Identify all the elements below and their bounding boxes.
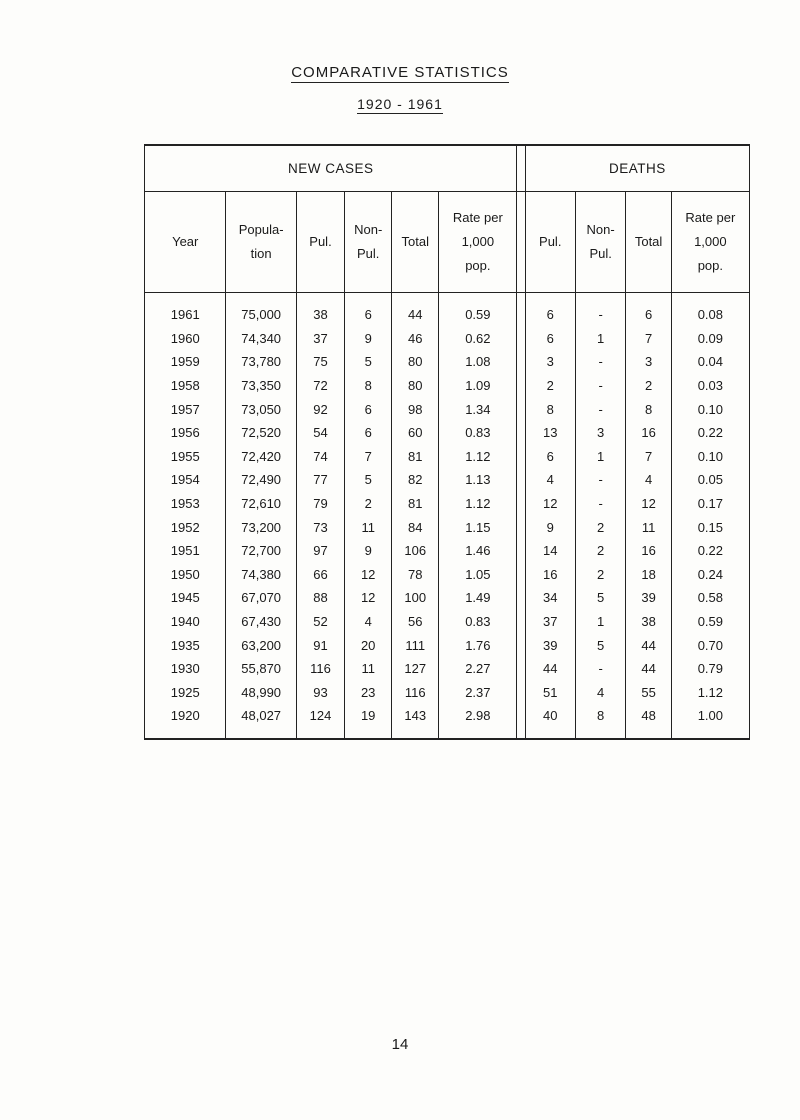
cell-population: 67,430: [226, 610, 296, 634]
cell-deaths-rate: 0.10: [671, 397, 749, 421]
cell-new-non-pul: 20: [345, 633, 392, 657]
cell-new-total: 81: [392, 445, 439, 469]
cell-year: 1935: [145, 633, 226, 657]
cell-year: 1956: [145, 421, 226, 445]
column-separator: [517, 374, 525, 398]
column-separator: [517, 515, 525, 539]
cell-population: 74,380: [226, 563, 296, 587]
cell-population: 75,000: [226, 293, 296, 327]
cell-new-non-pul: 6: [345, 421, 392, 445]
cell-deaths-pul: 51: [525, 681, 575, 705]
table-row: [145, 681, 750, 705]
page-number: 14: [391, 1036, 409, 1053]
cell-deaths-total: 2: [626, 374, 671, 398]
cell-deaths-non-pul: 1: [575, 610, 626, 634]
cell-new-non-pul: 9: [345, 539, 392, 563]
column-separator: [517, 192, 525, 293]
cell-deaths-total: 4: [626, 468, 671, 492]
table-row: [145, 293, 750, 327]
cell-new-total: 81: [392, 492, 439, 516]
cell-deaths-rate: 0.79: [671, 657, 749, 681]
page-title: COMPARATIVE STATISTICS: [291, 64, 509, 81]
cell-deaths-non-pul: 5: [575, 586, 626, 610]
cell-deaths-pul: 9: [525, 515, 575, 539]
column-separator: [517, 327, 525, 351]
cell-new-non-pul: 6: [345, 293, 392, 327]
column-separator: [517, 492, 525, 516]
cell-new-total: 44: [392, 293, 439, 327]
cell-deaths-rate: 0.08: [671, 293, 749, 327]
group-header-row: [145, 145, 750, 192]
cell-deaths-rate: 0.15: [671, 515, 749, 539]
cell-new-total: 98: [392, 397, 439, 421]
column-separator: [517, 657, 525, 681]
header-line: Non-: [586, 222, 615, 237]
cell-deaths-non-pul: 1: [575, 445, 626, 469]
header-line: Total: [401, 234, 429, 249]
cell-new-pul: 73: [296, 515, 344, 539]
cell-new-rate: 0.62: [439, 327, 517, 351]
header-line: Pul.: [309, 234, 332, 249]
cell-new-rate: 2.98: [439, 704, 517, 739]
header-new-total: [392, 192, 439, 293]
cell-deaths-total: 6: [626, 293, 671, 327]
cell-new-rate: 0.83: [439, 421, 517, 445]
cell-year: 1930: [145, 657, 226, 681]
cell-deaths-non-pul: -: [575, 374, 626, 398]
cell-population: 74,340: [226, 327, 296, 351]
column-separator: [517, 421, 525, 445]
cell-new-rate: 0.83: [439, 610, 517, 634]
table-row: [145, 445, 750, 469]
column-separator: [517, 468, 525, 492]
cell-year: 1920: [145, 704, 226, 739]
cell-deaths-total: 18: [626, 563, 671, 587]
cell-new-non-pul: 9: [345, 327, 392, 351]
cell-new-rate: 1.13: [439, 468, 517, 492]
cell-new-total: 106: [392, 539, 439, 563]
column-separator: [517, 633, 525, 657]
cell-new-non-pul: 19: [345, 704, 392, 739]
cell-deaths-non-pul: 3: [575, 421, 626, 445]
cell-new-non-pul: 23: [345, 681, 392, 705]
cell-deaths-non-pul: -: [575, 492, 626, 516]
header-line: tion: [250, 246, 272, 261]
cell-population: 73,350: [226, 374, 296, 398]
cell-population: 73,050: [226, 397, 296, 421]
cell-new-pul: 66: [296, 563, 344, 587]
cell-new-non-pul: 12: [345, 563, 392, 587]
column-separator: [517, 704, 525, 739]
cell-population: 72,700: [226, 539, 296, 563]
cell-deaths-rate: 1.12: [671, 681, 749, 705]
column-separator: [517, 293, 525, 327]
cell-deaths-total: 38: [626, 610, 671, 634]
table-row: [145, 421, 750, 445]
cell-deaths-total: 12: [626, 492, 671, 516]
cell-new-non-pul: 12: [345, 586, 392, 610]
cell-deaths-total: 7: [626, 445, 671, 469]
header-line: pop.: [697, 258, 723, 273]
table-body: [145, 293, 750, 739]
table-row: [145, 492, 750, 516]
header-line: Popula-: [238, 222, 284, 237]
cell-deaths-non-pul: 1: [575, 327, 626, 351]
header-line: Rate per: [685, 210, 736, 225]
cell-new-total: 143: [392, 704, 439, 739]
cell-new-non-pul: 5: [345, 468, 392, 492]
cell-deaths-pul: 34: [525, 586, 575, 610]
cell-deaths-total: 44: [626, 657, 671, 681]
cell-deaths-non-pul: 4: [575, 681, 626, 705]
group-deaths: DEATHS: [525, 145, 749, 192]
cell-new-total: 84: [392, 515, 439, 539]
cell-deaths-non-pul: 2: [575, 539, 626, 563]
header-line: Pul.: [589, 246, 612, 261]
cell-new-pul: 79: [296, 492, 344, 516]
cell-population: 55,870: [226, 657, 296, 681]
cell-new-non-pul: 11: [345, 515, 392, 539]
cell-deaths-non-pul: 5: [575, 633, 626, 657]
header-new-pul: [296, 192, 344, 293]
cell-year: 1955: [145, 445, 226, 469]
cell-year: 1952: [145, 515, 226, 539]
table-row: [145, 610, 750, 634]
cell-deaths-rate: 0.05: [671, 468, 749, 492]
cell-population: 72,490: [226, 468, 296, 492]
cell-deaths-pul: 4: [525, 468, 575, 492]
cell-deaths-total: 16: [626, 539, 671, 563]
cell-population: 48,027: [226, 704, 296, 739]
cell-new-pul: 88: [296, 586, 344, 610]
cell-deaths-total: 16: [626, 421, 671, 445]
cell-deaths-non-pul: -: [575, 293, 626, 327]
cell-new-rate: 1.05: [439, 563, 517, 587]
cell-new-non-pul: 6: [345, 397, 392, 421]
cell-deaths-non-pul: -: [575, 397, 626, 421]
cell-year: 1954: [145, 468, 226, 492]
cell-deaths-pul: 39: [525, 633, 575, 657]
cell-new-non-pul: 7: [345, 445, 392, 469]
cell-deaths-rate: 0.58: [671, 586, 749, 610]
cell-year: 1958: [145, 374, 226, 398]
cell-new-pul: 77: [296, 468, 344, 492]
cell-year: 1957: [145, 397, 226, 421]
header-new-non-pul: [345, 192, 392, 293]
cell-deaths-rate: 0.24: [671, 563, 749, 587]
column-separator: [517, 397, 525, 421]
cell-deaths-total: 8: [626, 397, 671, 421]
cell-deaths-rate: 0.17: [671, 492, 749, 516]
header-population: [226, 192, 296, 293]
table-row: [145, 327, 750, 351]
cell-deaths-total: 48: [626, 704, 671, 739]
cell-new-pul: 52: [296, 610, 344, 634]
cell-new-rate: 1.34: [439, 397, 517, 421]
header-line: 1,000: [694, 234, 727, 249]
cell-deaths-total: 44: [626, 633, 671, 657]
cell-deaths-pul: 6: [525, 293, 575, 327]
cell-new-total: 82: [392, 468, 439, 492]
cell-new-total: 60: [392, 421, 439, 445]
cell-new-non-pul: 5: [345, 350, 392, 374]
cell-new-rate: 0.59: [439, 293, 517, 327]
cell-new-non-pul: 11: [345, 657, 392, 681]
cell-new-rate: 1.12: [439, 492, 517, 516]
cell-new-total: 80: [392, 350, 439, 374]
cell-year: 1960: [145, 327, 226, 351]
cell-deaths-rate: 0.22: [671, 421, 749, 445]
cell-new-non-pul: 2: [345, 492, 392, 516]
table-row: [145, 657, 750, 681]
cell-new-pul: 38: [296, 293, 344, 327]
cell-new-rate: 1.76: [439, 633, 517, 657]
cell-year: 1925: [145, 681, 226, 705]
cell-population: 63,200: [226, 633, 296, 657]
cell-new-total: 111: [392, 633, 439, 657]
column-separator: [517, 681, 525, 705]
header-line: Pul.: [539, 234, 562, 249]
cell-deaths-rate: 0.09: [671, 327, 749, 351]
cell-population: 72,610: [226, 492, 296, 516]
cell-deaths-rate: 0.59: [671, 610, 749, 634]
cell-deaths-pul: 16: [525, 563, 575, 587]
cell-deaths-rate: 0.22: [671, 539, 749, 563]
table-row: [145, 397, 750, 421]
cell-deaths-non-pul: 2: [575, 563, 626, 587]
cell-new-pul: 124: [296, 704, 344, 739]
cell-new-rate: 1.46: [439, 539, 517, 563]
cell-new-rate: 1.49: [439, 586, 517, 610]
cell-new-total: 80: [392, 374, 439, 398]
cell-new-total: 46: [392, 327, 439, 351]
cell-year: 1940: [145, 610, 226, 634]
header-year: [145, 192, 226, 293]
cell-new-pul: 75: [296, 350, 344, 374]
cell-deaths-pul: 14: [525, 539, 575, 563]
column-separator: [517, 350, 525, 374]
column-header-row: [145, 192, 750, 293]
cell-new-pul: 92: [296, 397, 344, 421]
table-row: [145, 468, 750, 492]
cell-new-pul: 74: [296, 445, 344, 469]
header-line: Total: [634, 234, 663, 249]
header-new-rate: [439, 192, 517, 293]
header-line: Non-: [354, 222, 383, 237]
cell-year: 1951: [145, 539, 226, 563]
cell-new-rate: 2.27: [439, 657, 517, 681]
column-separator: [517, 145, 525, 192]
cell-new-pul: 93: [296, 681, 344, 705]
header-deaths-non-pul: [575, 192, 626, 293]
cell-new-total: 56: [392, 610, 439, 634]
cell-new-total: 127: [392, 657, 439, 681]
table-row: [145, 374, 750, 398]
cell-new-total: 100: [392, 586, 439, 610]
cell-deaths-pul: 6: [525, 445, 575, 469]
cell-new-total: 78: [392, 563, 439, 587]
cell-deaths-rate: 0.70: [671, 633, 749, 657]
header-deaths-total: [626, 192, 671, 293]
table-row: [145, 515, 750, 539]
cell-population: 67,070: [226, 586, 296, 610]
table-row: [145, 704, 750, 739]
column-separator: [517, 610, 525, 634]
statistics-table: [144, 144, 750, 740]
cell-deaths-total: 55: [626, 681, 671, 705]
cell-deaths-rate: 0.03: [671, 374, 749, 398]
cell-new-rate: 1.09: [439, 374, 517, 398]
cell-deaths-pul: 44: [525, 657, 575, 681]
cell-population: 72,420: [226, 445, 296, 469]
header-line: Pul.: [356, 246, 380, 261]
cell-deaths-rate: 0.10: [671, 445, 749, 469]
table-row: [145, 350, 750, 374]
cell-new-pul: 91: [296, 633, 344, 657]
cell-population: 73,780: [226, 350, 296, 374]
header-line: pop.: [465, 258, 491, 273]
cell-population: 73,200: [226, 515, 296, 539]
cell-new-rate: 1.15: [439, 515, 517, 539]
cell-new-rate: 1.08: [439, 350, 517, 374]
cell-deaths-non-pul: 2: [575, 515, 626, 539]
cell-deaths-pul: 40: [525, 704, 575, 739]
cell-deaths-non-pul: -: [575, 350, 626, 374]
table-row: [145, 539, 750, 563]
cell-deaths-pul: 37: [525, 610, 575, 634]
cell-deaths-rate: 0.04: [671, 350, 749, 374]
cell-deaths-non-pul: -: [575, 657, 626, 681]
cell-deaths-rate: 1.00: [671, 704, 749, 739]
cell-new-pul: 54: [296, 421, 344, 445]
cell-year: 1959: [145, 350, 226, 374]
cell-deaths-pul: 3: [525, 350, 575, 374]
cell-deaths-pul: 13: [525, 421, 575, 445]
cell-year: 1961: [145, 293, 226, 327]
table-row: [145, 586, 750, 610]
table-row: [145, 633, 750, 657]
header-line: Year: [172, 234, 199, 249]
header-deaths-pul: [525, 192, 575, 293]
cell-new-rate: 2.37: [439, 681, 517, 705]
cell-population: 48,990: [226, 681, 296, 705]
cell-year: 1945: [145, 586, 226, 610]
cell-deaths-total: 3: [626, 350, 671, 374]
cell-deaths-pul: 2: [525, 374, 575, 398]
cell-deaths-non-pul: 8: [575, 704, 626, 739]
cell-deaths-total: 7: [626, 327, 671, 351]
column-separator: [517, 445, 525, 469]
cell-new-pul: 37: [296, 327, 344, 351]
cell-new-rate: 1.12: [439, 445, 517, 469]
header-deaths-rate: [671, 192, 749, 293]
page-subtitle: 1920 - 1961: [357, 96, 443, 112]
cell-deaths-pul: 8: [525, 397, 575, 421]
cell-year: 1953: [145, 492, 226, 516]
cell-deaths-total: 11: [626, 515, 671, 539]
cell-population: 72,520: [226, 421, 296, 445]
table-row: [145, 563, 750, 587]
cell-deaths-pul: 12: [525, 492, 575, 516]
cell-deaths-non-pul: -: [575, 468, 626, 492]
group-new-cases: NEW CASES: [145, 145, 517, 192]
header-line: Rate per: [452, 210, 503, 225]
column-separator: [517, 586, 525, 610]
column-separator: [517, 563, 525, 587]
cell-new-non-pul: 4: [345, 610, 392, 634]
cell-new-pul: 97: [296, 539, 344, 563]
cell-new-non-pul: 8: [345, 374, 392, 398]
cell-year: 1950: [145, 563, 226, 587]
cell-new-pul: 72: [296, 374, 344, 398]
header-line: 1,000: [461, 234, 495, 249]
cell-deaths-pul: 6: [525, 327, 575, 351]
cell-deaths-total: 39: [626, 586, 671, 610]
cell-new-pul: 116: [296, 657, 344, 681]
column-separator: [517, 539, 525, 563]
cell-new-total: 116: [392, 681, 439, 705]
